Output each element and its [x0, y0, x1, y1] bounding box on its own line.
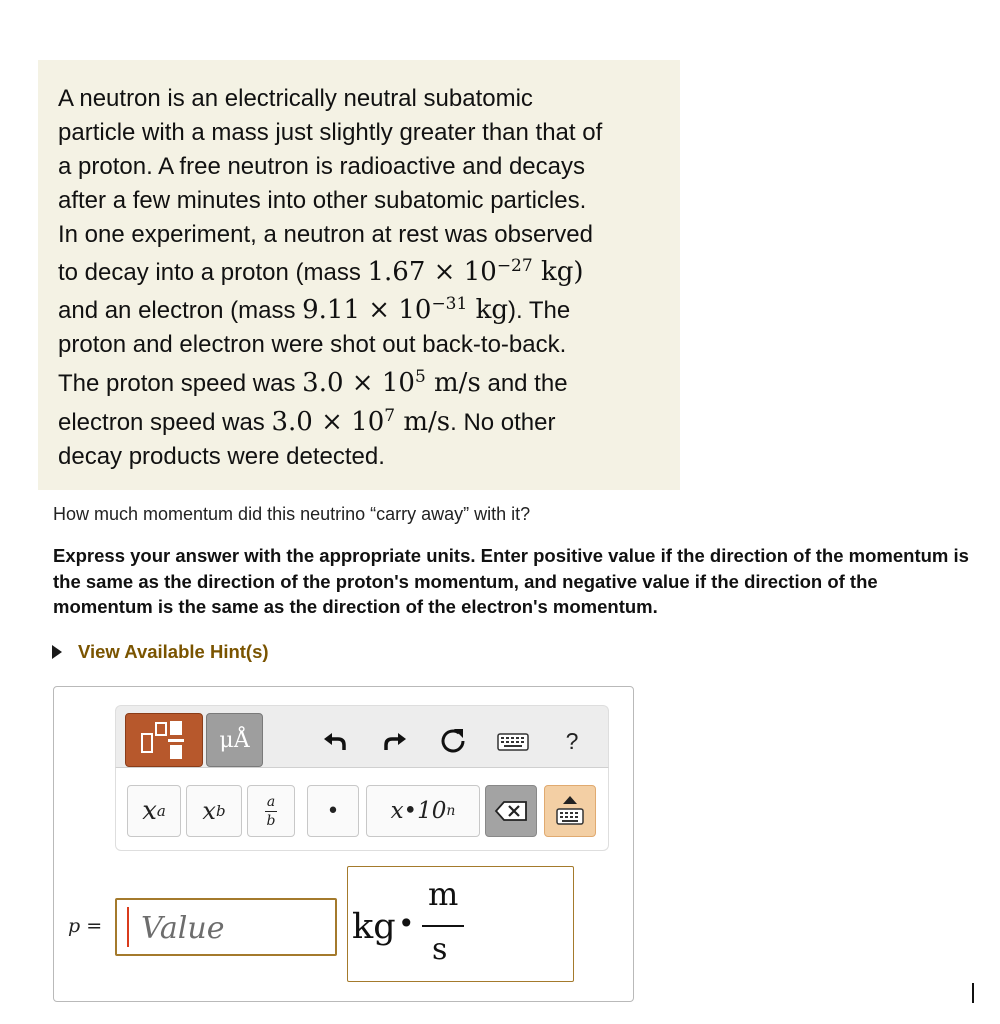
times-symbol [360, 295, 398, 325]
view-hints-label: View Available Hint(s) [78, 641, 269, 662]
problem-line [58, 402, 658, 440]
text-cursor [972, 983, 974, 1003]
times-glyph: × [351, 368, 374, 398]
backspace-icon [494, 800, 528, 822]
key-exponent: a [156, 802, 166, 820]
times-glyph: × [433, 257, 456, 287]
text-fragment: and the [480, 370, 568, 397]
momentum-variable-label: p = [68, 915, 103, 937]
fraction-glyph [265, 795, 277, 828]
proton-speed-base: 10 [381, 368, 415, 398]
unit-kg: kg [352, 907, 396, 947]
value-input[interactable] [125, 904, 343, 952]
unit-denominator: s [432, 932, 448, 967]
electron-mass-exponent: −31 [431, 294, 468, 314]
keyboard-toggle-icon [555, 794, 585, 828]
problem-line: decay products were detected. [58, 443, 385, 470]
proton-mass-base: 10 [463, 257, 497, 287]
electron-speed-exponent: 7 [384, 406, 396, 426]
problem-line: A neutron is an electrically neutral subatomic [58, 85, 533, 112]
fraction-bar [265, 811, 277, 812]
problem-line: In one experiment, a neutron at rest was observed [58, 221, 593, 248]
problem-line: particle with a mass just slightly greater than that of [58, 119, 603, 146]
problem-line: after a few minutes into other subatomic particles. [58, 187, 587, 214]
proton-mass-exponent: −27 [496, 256, 533, 276]
fraction-numerator: a [266, 793, 276, 810]
answer-instructions: Express your answer with the appropriate units. Enter positive value if the direction of the momentum is the same as the direction of the proton's momentum, and negative value if the direction of the momentum is the same as the direction of the electron's momentum. [53, 545, 969, 617]
unit-fraction-bar [422, 925, 464, 927]
times-glyph: × [321, 407, 343, 437]
problem-line: a proton. A free neutron is radioactive and decays [58, 153, 586, 180]
proton-mass-mantissa: 1.67 [367, 257, 426, 287]
units-button[interactable]: μÅ [206, 713, 263, 767]
electron-speed-unit [395, 407, 450, 437]
key-base: x [202, 797, 216, 825]
electron-speed-mantissa: 3.0 [271, 407, 313, 437]
electron-mass-mantissa: 9.11 [302, 295, 361, 325]
help-button[interactable] [560, 726, 584, 756]
text-fragment: electron speed was [58, 409, 272, 436]
text-fragment: ) [573, 257, 584, 287]
times-symbol [425, 257, 463, 287]
keyboard-icon [497, 733, 529, 751]
text-fragment: ). The [508, 297, 571, 324]
reset-button[interactable] [436, 724, 470, 758]
sci-exponent: n [446, 803, 456, 819]
unit-text: kg [475, 295, 508, 325]
electron-speed-base: 10 [351, 407, 385, 437]
unit-text: kg [540, 257, 574, 287]
proton-speed-exponent: 5 [414, 367, 426, 387]
key-base: x [142, 796, 157, 826]
toggle-keyboard-key[interactable] [544, 785, 596, 837]
problem-line [58, 252, 658, 290]
electron-mass-unit [467, 295, 508, 325]
text-fragment: and an electron (mass [58, 297, 303, 324]
times-symbol [313, 407, 351, 437]
triangle-right-icon [52, 645, 62, 659]
problem-line [58, 362, 658, 402]
view-hints-toggle[interactable] [52, 641, 269, 663]
undo-button[interactable] [318, 725, 352, 757]
help-icon: ? [565, 727, 579, 754]
unit-numerator: m [428, 875, 459, 913]
subscript-key[interactable] [186, 785, 242, 837]
dot-key[interactable] [307, 785, 359, 837]
templates-button[interactable] [125, 713, 203, 767]
dot-glyph: • [326, 798, 340, 824]
unit-text: m/s [434, 368, 481, 398]
templates-icon [126, 714, 202, 766]
fraction-key[interactable] [247, 785, 295, 837]
problem-text [58, 82, 658, 474]
fraction-denominator: b [266, 812, 276, 829]
question-text: How much momentum did this neutrino “carry away” with it? [53, 504, 531, 524]
backspace-key[interactable] [485, 785, 537, 837]
value-field[interactable] [115, 898, 337, 956]
keyboard-shortcuts-button[interactable] [496, 731, 530, 753]
text-fragment: The proton speed was [58, 370, 303, 397]
problem-line: proton and electron were shot out back-to-back. [58, 331, 567, 358]
reset-icon [438, 726, 468, 756]
scientific-notation-key[interactable] [366, 785, 480, 837]
redo-button[interactable] [378, 725, 412, 757]
text-fragment: to decay into a proton (mass [58, 259, 368, 286]
undo-icon [322, 729, 348, 753]
proton-speed-mantissa: 3.0 [302, 368, 344, 398]
redo-icon [382, 729, 408, 753]
electron-mass-base: 10 [398, 295, 432, 325]
proton-mass-unit [533, 257, 574, 287]
problem-statement-box [38, 60, 680, 490]
problem-line [58, 290, 658, 328]
proton-speed-unit [426, 368, 481, 398]
superscript-key[interactable] [127, 785, 181, 837]
times-symbol [344, 368, 382, 398]
units-field[interactable] [347, 866, 574, 982]
sci-base: x•10 [390, 798, 447, 824]
key-subscript: b [215, 802, 226, 820]
unit-text: m/s [403, 407, 451, 437]
text-fragment: . No other [450, 409, 556, 436]
times-glyph: × [368, 295, 391, 325]
unit-dot: • [398, 907, 415, 940]
